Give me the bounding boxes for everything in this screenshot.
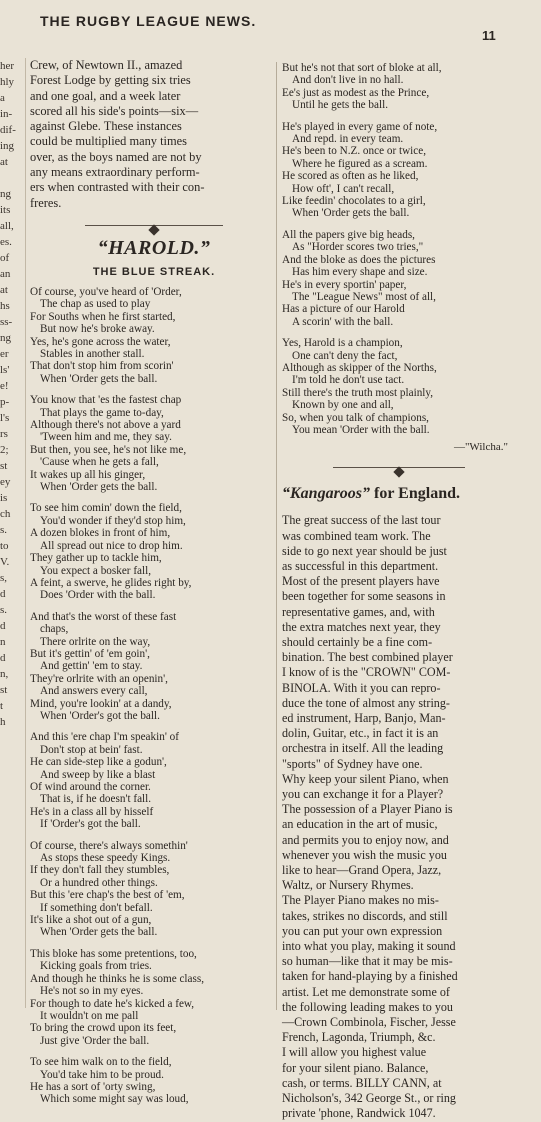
poem-line: A dozen blokes in front of him, [30, 527, 171, 540]
fragment-line: ing [0, 140, 15, 152]
poem-line: Has a picture of our Harold [282, 303, 405, 316]
advert-line: artist. Let me demonstrate some of [282, 984, 450, 999]
advert-line: bination. The best combined player [282, 650, 453, 665]
poem-line: Of course, you've heard of 'Order, [30, 285, 182, 298]
poem-stanza [30, 1056, 278, 1106]
poem-line: To see him comin' down the field, [30, 502, 182, 515]
poem-stanza [30, 611, 278, 723]
poem-line: When 'Order gets the ball. [40, 481, 158, 494]
fragment-line: h [0, 716, 6, 728]
fragment-line: all, [0, 220, 14, 232]
fragment-line: rs [0, 428, 8, 440]
advert-line: the following leading makes to you [282, 999, 453, 1014]
text-line: ers when contrasted with their con- [30, 180, 205, 195]
advert-line: was combined team work. The [282, 528, 431, 543]
poem-line: When 'Order gets the ball. [40, 372, 158, 385]
poem-line: For Souths when he first started, [30, 310, 176, 323]
text-line: over, as the boys named are not by [30, 149, 202, 164]
poem-line: And gettin' 'em to stay. [40, 660, 143, 673]
fragment-line: an [0, 268, 11, 280]
fragment-line: ls' [0, 364, 10, 376]
advert-title-quoted: “Kangaroos” [282, 485, 371, 503]
fragment-line: ng [0, 332, 11, 344]
poem-line: But it's gettin' of 'em goin', [30, 647, 150, 660]
advert-line: so human—like that it may be mis- [282, 954, 453, 969]
fragment-line: st [0, 460, 8, 472]
fragment-line: s. [0, 524, 8, 536]
advert-line: The Player Piano makes no mis- [282, 893, 439, 908]
poem-line: If they don't fall they stumbles, [30, 864, 170, 877]
poem-line: And sweep by like a blast [40, 768, 156, 781]
advert-line: duce the tone of almost any string- [282, 695, 450, 710]
advert-line: as successful in this department. [282, 558, 439, 573]
advert-line: dolin, Guitar, etc., in fact it is an [282, 726, 439, 741]
poem-line: Don't stop at bein' fast. [40, 743, 143, 756]
advert-line: representative games, and, with [282, 604, 435, 619]
poem-line: Just give 'Order the ball. [40, 1034, 150, 1047]
advert-line: Why keep your silent Piano, when [282, 771, 449, 786]
poem-stanza [30, 286, 278, 385]
poem-signature: —"Wilcha." [453, 441, 508, 454]
fragment-line: at [0, 284, 8, 296]
poem-line: When 'Order gets the ball. [40, 926, 158, 939]
advert-title-rest: for England. [370, 485, 460, 503]
poem-line: Where he figured as a scream. [292, 157, 428, 170]
advert-title [282, 485, 516, 503]
fragment-line: of [0, 252, 10, 264]
poem-line: Has him every shape and size. [292, 266, 428, 279]
advert-line: The possession of a Player Piano is [282, 802, 453, 817]
fragment-line: n [0, 636, 6, 648]
poem-line: Of wind around the corner. [30, 781, 151, 793]
poem-stanza [282, 337, 516, 436]
text-line: against Glebe. These instances [30, 119, 182, 134]
fragment-line: ey [0, 476, 11, 488]
advert-line: Most of the present players have [282, 574, 440, 589]
poem-line: 'Tween him and me, they say. [40, 431, 172, 444]
poem-line: Or a hundred other things. [40, 876, 158, 889]
poem-line: As "Horder scores two tries," [292, 241, 424, 254]
poem-line: He can side-step like a godun', [30, 756, 167, 769]
advert-line: like to hear—Grand Opera, Jazz, [282, 863, 442, 878]
gutter-rule-left [25, 58, 26, 1008]
poem-line: You mean 'Order with the ball. [292, 423, 430, 436]
poem-stanzas-left [30, 286, 278, 1106]
page-number: 11 [482, 28, 496, 43]
poem-stanza [30, 502, 278, 601]
poem-line: Which some might say was loud, [40, 1093, 189, 1106]
poem-line: Stables in another stall. [40, 348, 145, 360]
fragment-line: in- [0, 108, 13, 120]
poem-line: The chap as used to play [40, 298, 151, 311]
poem-stanza [282, 121, 516, 220]
advert-line: The great success of the last tour [282, 513, 441, 528]
advert-line: BINOLA. With it you can repro- [282, 680, 441, 695]
fragment-line: to [0, 540, 9, 552]
fragment-line: hly [0, 76, 15, 88]
text-line: any means extraordinary perform- [30, 165, 200, 180]
poem-line: Does 'Order with the ball. [40, 589, 156, 602]
poem-stanza [30, 394, 278, 493]
fragment-line: s, [0, 572, 8, 584]
advert-line: and permits you to enjoy now, and [282, 832, 449, 847]
poem-line: But this 'ere chap's the best of 'em, [30, 889, 185, 902]
fragment-line: st [0, 684, 8, 696]
advert-line: French, Lagonda, Triumph, &c. [282, 1030, 436, 1045]
advert-line: you can put your own expression [282, 923, 443, 938]
section-divider [30, 221, 278, 231]
poem-line: He's not so in my eyes. [40, 985, 144, 998]
advert-line: —Crown Combinola, Fischer, Jesse [282, 1015, 456, 1030]
poem-title: “HAROLD.” [97, 236, 211, 259]
poem-line: But he's not that sort of bloke at all, [282, 62, 442, 74]
advert-line: side to go next year should be just [282, 543, 447, 558]
poem-line: Although there's not above a yard [30, 419, 181, 432]
poem-line: A feint, a swerve, he glides right by, [30, 576, 192, 589]
poem-line: A scorin' with the ball. [292, 315, 394, 328]
poem-line: They gather up to tackle him, [30, 552, 162, 565]
poem-line: For though to date he's kicked a few, [30, 997, 195, 1010]
intro-paragraph [30, 58, 278, 211]
poem-line: He's in every sportin' paper, [282, 278, 407, 291]
poem-stanza [30, 840, 278, 939]
poem-line: And this 'ere chap I'm speakin' of [30, 731, 179, 744]
fragment-line: 2; [0, 444, 9, 456]
poem-line: That plays the game to-day, [40, 406, 164, 419]
advert-line: I will allow you highest value [282, 1045, 427, 1060]
poem-line: To bring the crowd upon its feet, [30, 1022, 177, 1035]
advert-line: an education in the art of music, [282, 817, 438, 832]
poem-line: So, when you talk of champions, [282, 411, 429, 424]
poem-line: If something don't befall. [40, 901, 153, 914]
poem-line: Known by one and all, [292, 399, 394, 412]
poem-line: When 'Order gets the ball. [292, 207, 410, 220]
poem-line: He's played in every game of note, [282, 120, 438, 133]
poem-stanza [282, 62, 516, 112]
fragment-line: ss- [0, 316, 13, 328]
poem-line: Yes, he's gone across the water, [30, 335, 171, 348]
fragment-line: its [0, 204, 11, 216]
text-line: could be multiplied many times [30, 134, 187, 149]
poem-line: It wouldn't on me pall [40, 1009, 139, 1022]
poem-line: 'Cause when he gets a fall, [40, 456, 159, 469]
poem-line: But now he's broke away. [40, 323, 155, 336]
fragment-line: hs [0, 300, 10, 312]
advert-line: the extra matches next year, they [282, 619, 441, 634]
poem-line: chaps, [40, 623, 69, 636]
text-line: freres. [30, 195, 62, 210]
fragment-line: s. [0, 604, 8, 616]
poem-line: And though he thinks he is some class, [30, 972, 205, 985]
fragment-line: is [0, 492, 8, 504]
fragment-line: ng [0, 188, 11, 200]
fragment-line: a [0, 92, 5, 104]
poem-line: And repd. in every team. [292, 133, 404, 146]
poem-line: You'd take him to be proud. [40, 1068, 164, 1081]
poem-line: Of course, there's always somethin' [30, 839, 188, 852]
poem-line: He's in a class all by hisself [30, 805, 154, 818]
poem-line: If 'Order's got the ball. [40, 818, 141, 831]
poem-line: You'd wonder if they'd stop him, [40, 514, 186, 527]
advert-line: been together for some seasons in [282, 589, 446, 604]
advert-line: should certainly be a fine com- [282, 635, 433, 649]
poem-line: Although as skipper of the Norths, [282, 361, 437, 374]
poem-line: It wakes up all his ginger, [30, 468, 146, 481]
adjacent-page-fragment [0, 58, 24, 1008]
fragment-line: d [0, 588, 6, 600]
advert-line: "sports" of Sydney have one. [282, 756, 423, 771]
fragment-line: t [0, 700, 4, 712]
poem-line: All the papers give big heads, [282, 228, 415, 241]
poem-line: One can't deny the fact, [292, 349, 398, 362]
poem-line: He has a sort of 'orty swing, [30, 1080, 156, 1093]
poem-line: That is, if he doesn't fall. [40, 793, 152, 806]
poem-line: And answers every call, [40, 685, 148, 698]
poem-stanza [30, 948, 278, 1047]
poem-line: I'm told he don't use tact. [292, 374, 405, 387]
advert-line: taken for hand-playing by a finished [282, 969, 458, 984]
fragment-line: es. [0, 236, 12, 248]
advert-line: orchestra in itself. All the leading [282, 741, 444, 756]
poem-line: How oft', I can't recall, [292, 182, 395, 195]
poem-line: And that's the worst of these fast [30, 610, 177, 623]
fragment-line: l's [0, 412, 10, 424]
poem-line: Like feedin' chocolates to a girl, [282, 195, 426, 208]
poem-line: That don't stop him from scorin' [30, 360, 174, 373]
text-line: scored all his side's points—six— [30, 103, 199, 118]
poem-stanzas-right [282, 62, 516, 436]
advert-line: takes, strikes no discords, and still [282, 908, 448, 923]
fragment-line: her [0, 60, 15, 72]
advert-body [282, 513, 516, 1121]
fragment-line: d [0, 652, 6, 664]
poem-stanza [282, 229, 516, 328]
fragment-line: er [0, 348, 9, 360]
fragment-line: V. [0, 556, 10, 568]
poem-line: Kicking goals from tries. [40, 960, 152, 973]
poem-line: Mind, you're lookin' at a dandy, [30, 697, 172, 710]
poem-line: Yes, Harold is a champion, [282, 337, 403, 350]
advert-line: I know of is the "CROWN" COM- [282, 665, 451, 680]
poem-line: All spread out nice to drop him. [40, 539, 183, 552]
text-line: Crew, of Newtown II., amazed [30, 58, 183, 72]
poem-line: And don't live in no hall. [292, 74, 404, 87]
poem-line: But then, you see, he's not like me, [30, 443, 187, 456]
fragment-line: p- [0, 396, 10, 408]
fragment-line: ch [0, 508, 11, 520]
publication-header: THE RUGBY LEAGUE NEWS. [40, 13, 257, 29]
fragment-line: dif- [0, 124, 16, 136]
section-divider-2 [282, 463, 516, 473]
poem-line: You expect a bosker fall, [40, 564, 152, 577]
text-line: and one goal, and a week later [30, 88, 181, 103]
text-line: Forest Lodge by getting six tries [30, 73, 191, 88]
advert-line: for your silent piano. Balance, [282, 1060, 429, 1075]
fragment-line [0, 170, 24, 186]
advert-line: you can exchange it for a Player? [282, 787, 444, 802]
column-left [30, 58, 278, 1115]
column-right [282, 62, 516, 1122]
advert-line: Nicholson's, 342 George St., or ring [282, 1091, 456, 1106]
poem-line: They're orlrite with an openin', [30, 672, 168, 685]
poem-line: There orlrite on the way, [40, 635, 151, 648]
advert-line: cash, or terms. BILLY CANN, at [282, 1075, 442, 1090]
fragment-line: d [0, 620, 6, 632]
fragment-line: n, [0, 668, 9, 680]
poem-line: When 'Order's got the ball. [40, 709, 160, 722]
poem-line: It's like a shot out of a gun, [30, 914, 152, 927]
advert-line: ed instrument, Harp, Banjo, Man- [282, 711, 446, 726]
poem-line: Ee's just as modest as the Prince, [282, 86, 430, 99]
poem-stanza [30, 731, 278, 830]
poem-line: As stops these speedy Kings. [40, 852, 171, 865]
poem-line: Still there's the truth most plainly, [282, 386, 434, 399]
poem-line: Until he gets the ball. [292, 99, 389, 112]
poem-line: To see him walk on to the field, [30, 1056, 172, 1069]
advert-line: Waltz, or Nursery Rhymes. [282, 878, 414, 893]
fragment-line: e! [0, 380, 9, 392]
advert-line: into what you play, making it sound [282, 939, 456, 954]
poem-line: He's been to N.Z. once or twice, [282, 145, 426, 158]
poem-line: The "League News" most of all, [292, 290, 436, 303]
poem-line: And the bloke as does the pictures [282, 253, 436, 266]
fragment-line: at [0, 156, 8, 168]
advert-line: private 'phone, Randwick 1047. [282, 1106, 436, 1121]
poem-subtitle: THE BLUE STREAK. [92, 265, 216, 278]
poem-line: He scored as often as he liked, [282, 170, 419, 183]
advert-line: whenever you wish the music you [282, 847, 447, 862]
poem-line: You know that 'es the fastest chap [30, 394, 182, 407]
poem-line: This bloke has some pretentions, too, [30, 947, 197, 960]
